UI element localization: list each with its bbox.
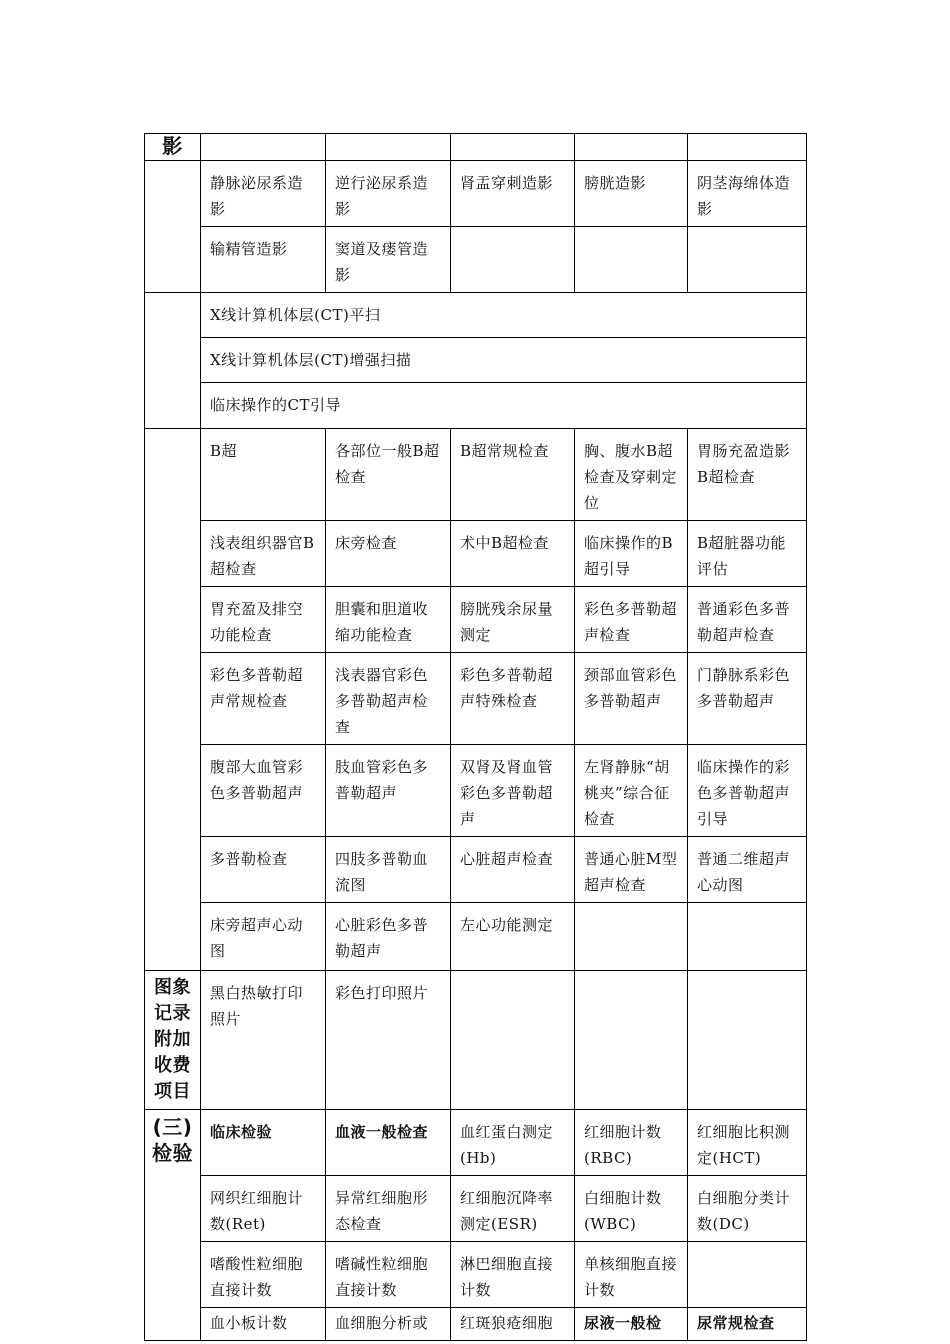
table-cell: 肾盂穿刺造影 (451, 161, 575, 227)
table-row (145, 1308, 807, 1341)
table-cell: B超 (201, 429, 326, 521)
table-cell: 尿液一般检 (575, 1308, 688, 1341)
table-cell: 术中B超检查 (451, 521, 575, 587)
table-cell: 心脏超声检查 (451, 837, 575, 903)
table-cell: X线计算机体层(CT)平扫 (201, 293, 807, 338)
table-cell: 红细胞沉降率测定(ESR) (451, 1176, 575, 1242)
table-cell: 床旁超声心动图 (201, 903, 326, 971)
table-cell: 嗜酸性粒细胞直接计数 (201, 1242, 326, 1308)
table-cell (201, 134, 326, 161)
category-cell: 图象记录附加收费项目 (145, 971, 201, 1110)
table-cell: 膀胱残余尿量测定 (451, 587, 575, 653)
category-cell (145, 293, 201, 429)
table-cell: 单核细胞直接计数 (575, 1242, 688, 1308)
fee-item-table (144, 133, 807, 1341)
table-cell: 胆囊和胆道收缩功能检查 (326, 587, 451, 653)
category-cell (145, 429, 201, 971)
table-cell: 白细胞分类计数(DC) (688, 1176, 807, 1242)
table-cell (575, 971, 688, 1110)
table-cell: 临床操作的B超引导 (575, 521, 688, 587)
table-cell: 异常红细胞形态检查 (326, 1176, 451, 1242)
table-cell: 普通彩色多普勒超声检查 (688, 587, 807, 653)
table-cell: 门静脉系彩色多普勒超声 (688, 653, 807, 745)
table-row (145, 1110, 807, 1176)
table-cell: 普通心脏M型超声检查 (575, 837, 688, 903)
table-cell: B超脏器功能评估 (688, 521, 807, 587)
table-cell: 膀胱造影 (575, 161, 688, 227)
table-row (145, 161, 807, 227)
table-cell: 临床操作的CT引导 (201, 383, 807, 429)
table-cell: 普通二维超声心动图 (688, 837, 807, 903)
table-cell: 多普勒检查 (201, 837, 326, 903)
table-cell (575, 134, 688, 161)
table-cell: 血红蛋白测定(Hb) (451, 1110, 575, 1176)
table-cell: 静脉泌尿系造影 (201, 161, 326, 227)
table-cell: 彩色多普勒超声特殊检查 (451, 653, 575, 745)
table-cell: 血细胞分析或 (326, 1308, 451, 1341)
table-cell: 胃充盈及排空功能检查 (201, 587, 326, 653)
table-cell: 窦道及瘘管造影 (326, 227, 451, 293)
table-cell (575, 227, 688, 293)
table-cell (688, 1242, 807, 1308)
table-row (145, 383, 807, 429)
table-cell: 淋巴细胞直接计数 (451, 1242, 575, 1308)
table-cell: 各部位一般B超检查 (326, 429, 451, 521)
table-row (145, 521, 807, 587)
table-cell: 黑白热敏打印照片 (201, 971, 326, 1110)
table-cell: 四肢多普勒血流图 (326, 837, 451, 903)
table-cell: 颈部血管彩色多普勒超声 (575, 653, 688, 745)
table-cell: 红细胞比积测定(HCT) (688, 1110, 807, 1176)
table-cell: 血小板计数 (201, 1308, 326, 1341)
table-row (145, 134, 807, 161)
category-cell: (三)检验 (145, 1110, 201, 1341)
table-cell (688, 227, 807, 293)
table-cell: 嗜碱性粒细胞直接计数 (326, 1242, 451, 1308)
table-cell: 心脏彩色多普勒超声 (326, 903, 451, 971)
table-row (145, 745, 807, 837)
table-cell: 彩色多普勒超声常规检查 (201, 653, 326, 745)
table-cell (326, 134, 451, 161)
table-cell: 逆行泌尿系造影 (326, 161, 451, 227)
table-cell (451, 134, 575, 161)
table-cell: 浅表组织器官B超检查 (201, 521, 326, 587)
table-cell: 腹部大血管彩色多普勒超声 (201, 745, 326, 837)
table-cell: 红斑狼疮细胞 (451, 1308, 575, 1341)
table-row (145, 903, 807, 971)
table-row (145, 587, 807, 653)
table-cell: 血液一般检查 (326, 1110, 451, 1176)
table-cell (688, 971, 807, 1110)
table-cell (575, 903, 688, 971)
table-cell: 输精管造影 (201, 227, 326, 293)
table-cell: 左肾静脉“胡桃夹”综合征检查 (575, 745, 688, 837)
table-cell: 浅表器官彩色多普勒超声检查 (326, 653, 451, 745)
table-cell: 彩色打印照片 (326, 971, 451, 1110)
table-cell: 白细胞计数(WBC) (575, 1176, 688, 1242)
table-cell (451, 227, 575, 293)
table-row (145, 1242, 807, 1308)
table-cell: 胸、腹水B超检查及穿刺定位 (575, 429, 688, 521)
table-row (145, 971, 807, 1110)
table-cell: 肢血管彩色多普勒超声 (326, 745, 451, 837)
table-cell: 网织红细胞计数(Ret) (201, 1176, 326, 1242)
table-cell: 阴茎海绵体造影 (688, 161, 807, 227)
table-cell (688, 903, 807, 971)
table-cell: 左心功能测定 (451, 903, 575, 971)
table-row (145, 429, 807, 521)
table-cell: 红细胞计数(RBC) (575, 1110, 688, 1176)
table-cell: 双肾及肾血管彩色多普勒超声 (451, 745, 575, 837)
table-cell: 胃肠充盈造影B超检查 (688, 429, 807, 521)
table-cell: 临床操作的彩色多普勒超声引导 (688, 745, 807, 837)
category-cell (145, 161, 201, 293)
table-row (145, 293, 807, 338)
table-cell: 尿常规检查 (688, 1308, 807, 1341)
table-cell: 彩色多普勒超声检查 (575, 587, 688, 653)
table-cell: 床旁检查 (326, 521, 451, 587)
table-cell: X线计算机体层(CT)增强扫描 (201, 338, 807, 383)
table-row (145, 653, 807, 745)
table-row (145, 227, 807, 293)
table-cell: B超常规检查 (451, 429, 575, 521)
category-cell: 影 (145, 134, 201, 161)
table-row (145, 1176, 807, 1242)
table-cell (688, 134, 807, 161)
table-cell: 临床检验 (201, 1110, 326, 1176)
table-row (145, 837, 807, 903)
table-row (145, 338, 807, 383)
table-cell (451, 971, 575, 1110)
